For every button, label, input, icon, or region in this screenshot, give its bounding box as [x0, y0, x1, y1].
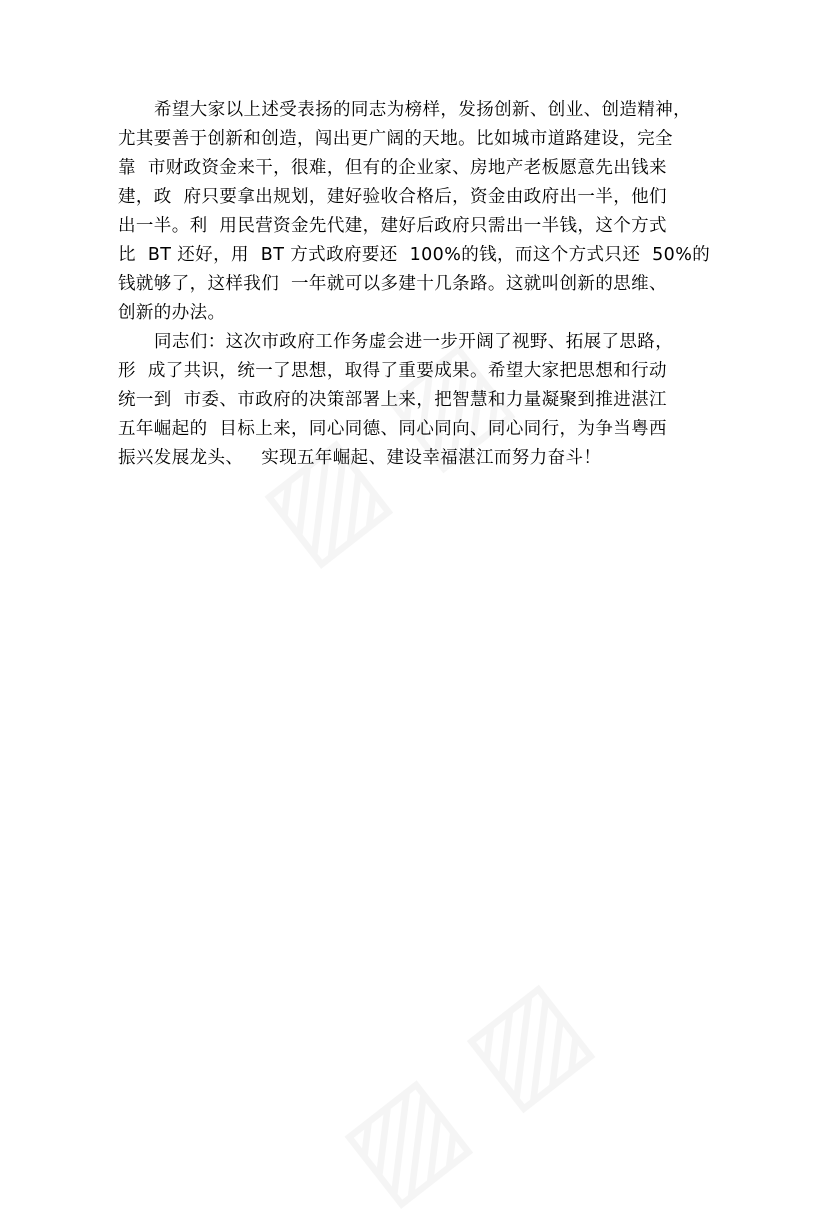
- text-line: 靠 市财政资金来干，很难，但有的企业家、房地产老板愿意先出钱来: [118, 158, 667, 178]
- text-line: 尤其要善于创新和创造，闯出更广阔的天地。比如城市道路建设，完全: [118, 129, 673, 149]
- paragraph-2: [118, 328, 758, 473]
- text-line: 同志们：这次市政府工作务虚会进一步开阔了视野、拓展了思路，: [154, 332, 674, 352]
- body-text: [118, 96, 758, 473]
- text-line: 统一到 市委、市政府的决策部署上来，把智慧和力量凝聚到推进湛江: [118, 390, 667, 410]
- text-line: 振兴发展龙头、 实现五年崛起、建设幸福湛江而努力奋斗！: [118, 448, 602, 468]
- text-line: 出一半。利 用民营资金先代建，建好后政府只需出一半钱，这个方式: [118, 216, 667, 236]
- watermark-graphic: [316, 952, 613, 1227]
- text-line: 五年崛起的 目标上来，同心同德、同心同向、同心同行，为争当粤西: [118, 419, 667, 439]
- text-line: 形 成了共识，统一了思想，取得了重要成果。希望大家把思想和行动: [118, 361, 667, 381]
- text-line: 创新的办法。: [118, 303, 226, 323]
- paragraph-1: [118, 96, 758, 328]
- text-line: 钱就够了，这样我们 一年就可以多建十几条路。这就叫创新的思维、: [118, 274, 667, 294]
- text-line: 比 BT 还好，用 BT 方式政府要还 100%的钱，而这个方式只还 50%的: [118, 245, 711, 265]
- text-line: 希望大家以上述受表扬的同志为榜样，发扬创新、创业、创造精神，: [154, 100, 691, 120]
- text-line: 建，政 府只要拿出规划，建好验收合格后，资金由政府出一半，他们: [118, 187, 667, 207]
